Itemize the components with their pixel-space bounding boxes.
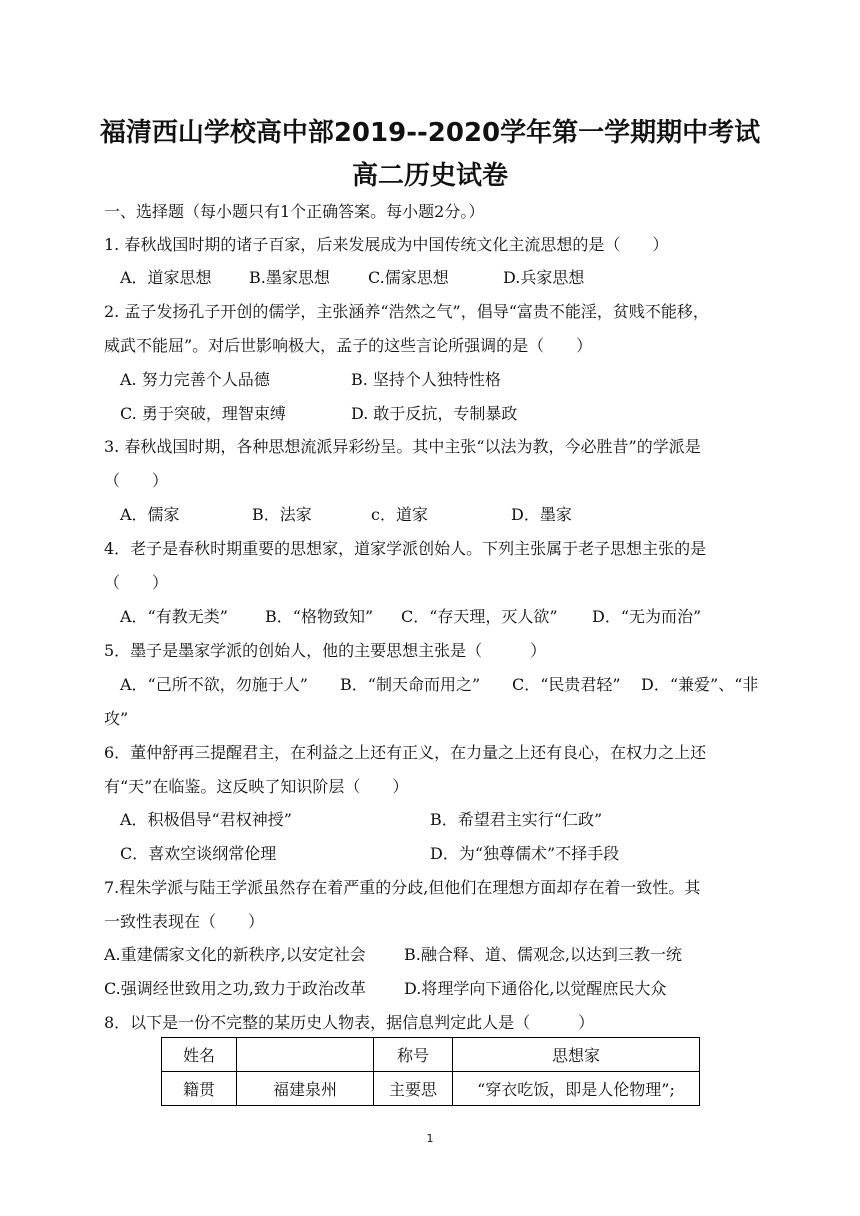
question-1-option-a: A．道家思想: [120, 268, 212, 287]
question-3-stem-line-1: 3. 春秋战国时期，各种思想流派异彩纷呈。其中主张“以法为教，今必胜昔”的学派是: [104, 437, 701, 456]
question-7-stem-line-1: 7.程朱学派与陆王学派虽然存在着严重的分歧,但他们在理想方面却存在着一致性。其: [104, 878, 701, 897]
question-3-option-c: c．道家: [371, 505, 428, 524]
table-row: [162, 1038, 700, 1072]
exam-subtitle: 高二历史试卷: [351, 161, 508, 191]
question-5-option-c: C．“民贵君轻”: [512, 675, 621, 694]
question-3-option-d: D．墨家: [511, 505, 572, 524]
question-4-stem-line-1: 4．老子是春秋时期重要的思想家，道家学派创始人。下列主张属于老子思想主张的是: [104, 539, 707, 558]
question-5-option-d-continued: 攻”: [104, 709, 129, 728]
question-5-option-d: D．“兼爱”、“非: [641, 675, 759, 694]
table-cell-name-label: 姓名: [162, 1038, 237, 1072]
question-2-option-c: C. 勇于突破，理智束缚: [120, 404, 286, 423]
question-2-stem-line-2: 威武不能屈”。对后世影响极大，孟子的这些言论所强调的是（ ）: [104, 336, 593, 355]
question-8-stem: 8．以下是一份不完整的某历史人物表，据信息判定此人是（ ）: [104, 1013, 595, 1032]
question-3-option-b: B．法家: [252, 505, 312, 524]
question-1-stem: 1. 春秋战国时期的诸子百家，后来发展成为中国传统文化主流思想的是（ ）: [104, 235, 669, 254]
question-4-option-b: B．“格物致知”: [265, 607, 374, 626]
question-2-option-d: D. 敢于反抗，专制暴政: [351, 404, 518, 423]
question-3-option-a: A．儒家: [120, 505, 180, 524]
question-6-option-d: D．为“独尊儒术”不择手段: [430, 844, 620, 863]
question-6-option-c: C．喜欢空谈纲常伦理: [120, 844, 277, 863]
page-number: 1: [426, 1132, 434, 1145]
table-cell-title-value: 思想家: [453, 1038, 700, 1072]
question-4-option-d: D．“无为而治”: [592, 607, 702, 626]
table-cell-origin-value: 福建泉州: [237, 1072, 374, 1106]
table-cell-name-value: [237, 1038, 374, 1072]
question-4-option-a: A．“有教无类”: [120, 607, 228, 626]
question-1-option-d: D.兵家思想: [503, 268, 585, 287]
table-cell-thought-value: “穿衣吃饭，即是人伦物理”;: [453, 1072, 700, 1106]
question-2-option-a: A. 努力完善个人品德: [120, 370, 270, 389]
question-4-option-c: C．“存天理，灭人欲”: [401, 607, 558, 626]
question-7-option-c: C.强调经世致用之功,致力于政治改革: [104, 979, 366, 998]
question-6-option-b: B．希望君主实行“仁政”: [430, 810, 603, 829]
table-cell-origin-label: 籍贯: [162, 1072, 237, 1106]
question-3-stem-line-2: （ ）: [104, 471, 169, 490]
question-6-stem-line-2: 有“天”在临鉴。这反映了知识阶层（ ）: [104, 777, 409, 796]
question-7-option-a: A.重建儒家文化的新秩序,以安定社会: [104, 945, 366, 964]
question-1-option-b: B.墨家思想: [249, 268, 330, 287]
table-cell-thought-label: 主要思: [374, 1072, 453, 1106]
question-5-stem: 5．墨子是墨家学派的创始人，他的主要思想主张是（ ）: [104, 641, 547, 660]
question-5-option-b: B．“制天命而用之”: [340, 675, 481, 694]
question-4-stem-line-2: （ ）: [104, 573, 169, 592]
section-heading: 一、选择题（每小题只有1个正确答案。每小题2分。）: [104, 202, 485, 221]
question-5-option-a: A．“己所不欲，勿施于人”: [120, 675, 308, 694]
question-6-option-a: A．积极倡导“君权神授”: [120, 810, 292, 829]
table-cell-title-label: 称号: [374, 1038, 453, 1072]
table-row: [162, 1072, 700, 1106]
question-2-stem-line-1: 2. 孟子发扬孔子开创的儒学，主张涵养“浩然之气”，倡导“富贵不能淫，贫贱不能移，: [104, 302, 709, 321]
historical-figure-table: [161, 1037, 700, 1106]
question-7-option-d: D.将理学向下通俗化,以觉醒庶民大众: [404, 979, 667, 998]
question-6-stem-line-1: 6．董仲舒再三提醒君主，在利益之上还有正义，在力量之上还有良心，在权力之上还: [104, 743, 707, 762]
question-7-option-b: B.融合释、道、儒观念,以达到三教一统: [404, 945, 682, 964]
exam-title: 福清西山学校高中部2019--2020学年第一学期期中考试: [99, 118, 761, 148]
question-7-stem-line-2: 一致性表现在（ ）: [104, 912, 265, 931]
question-1-option-c: C.儒家思想: [368, 268, 449, 287]
question-2-option-b: B. 坚持个人独特性格: [351, 370, 501, 389]
